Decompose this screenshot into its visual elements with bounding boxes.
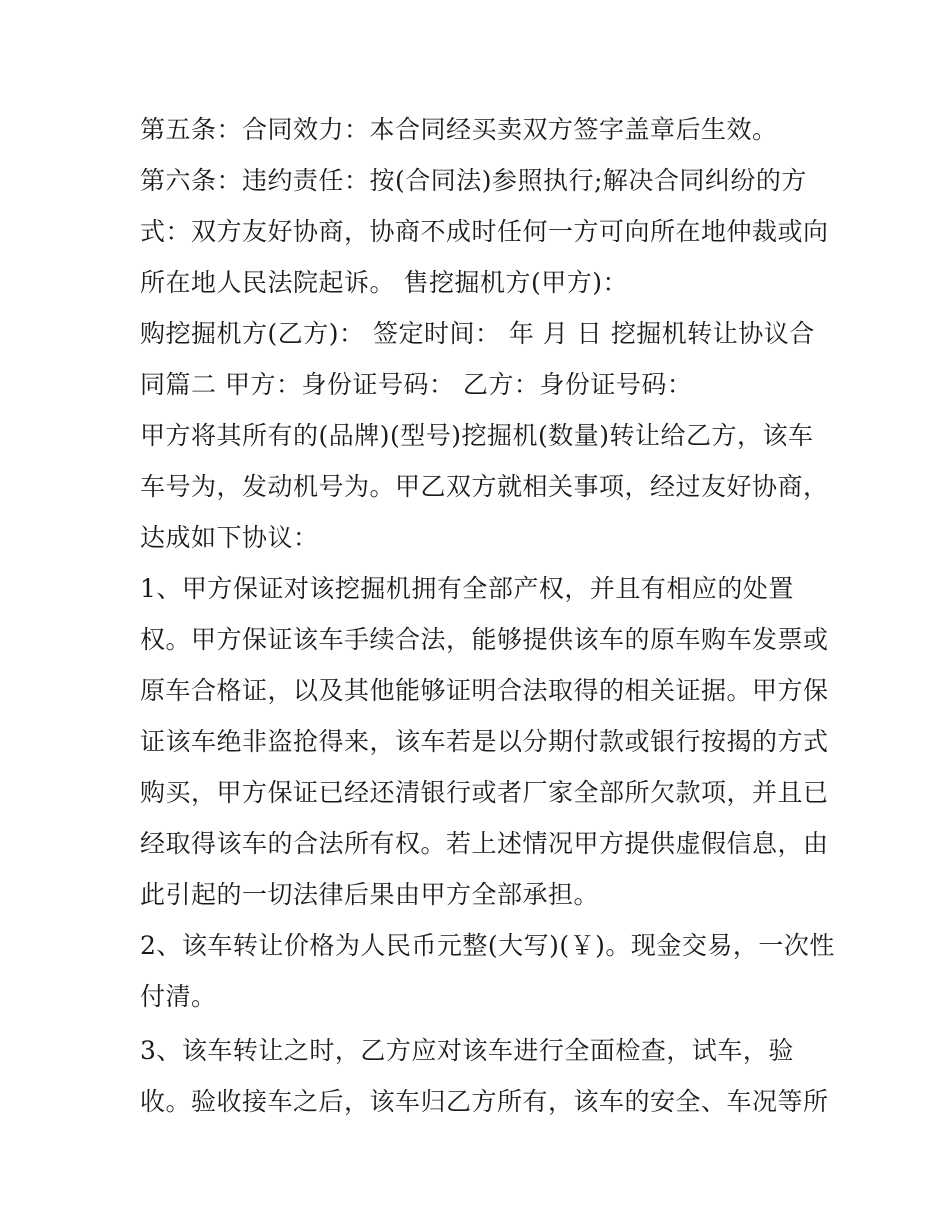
text-line: 甲方将其所有的(品牌)(型号)挖掘机(数量)转让给乙方，该车 [140,421,814,450]
text-line: 此引起的一切法律后果由甲方全部承担。 [140,880,600,909]
text-line: 原车合格证，以及其他能够证明合法取得的相关证据。甲方保 [140,676,829,705]
text-line: 同篇二 甲方：身份证号码： 乙方：身份证号码： [140,370,693,399]
text-line: 经取得该车的合法所有权。若上述情况甲方提供虚假信息，由 [140,829,829,858]
text-line: 所在地人民法院起诉。 售挖掘机方(甲方)： [140,268,628,297]
document-body [140,104,835,1127]
text-line: 收。验收接车之后，该车归乙方所有，该车的安全、车况等所 [140,1087,829,1116]
text-line: 付清。 [140,982,217,1011]
text-line: 购挖掘机方(乙方)： 签定时间： 年 月 日 挖掘机转让协议合 [140,319,815,348]
text-line: 第五条：合同效力：本合同经买卖双方签字盖章后生效。 [140,115,778,144]
text-line: 3、该车转让之时，乙方应对该车进行全面检查，试车，验 [140,1036,794,1065]
text-line: 证该车绝非盗抢得来，该车若是以分期付款或银行按揭的方式 [140,727,829,756]
text-line: 式：双方友好协商，协商不成时任何一方可向所在地仲裁或向 [140,217,829,246]
text-line: 2、该车转让价格为人民币元整(大写)(￥)。现金交易，一次性 [140,931,835,960]
text-line: 1、甲方保证对该挖掘机拥有全部产权，并且有相应的处置 [140,574,794,603]
text-line: 车号为，发动机号为。甲乙双方就相关事项，经过友好协商， [140,472,829,501]
text-line: 权。甲方保证该车手续合法，能够提供该车的原车购车发票或 [140,625,829,654]
text-line: 购买，甲方保证已经还清银行或者厂家全部所欠款项，并且已 [140,778,829,807]
text-line: 第六条：违约责任：按(合同法)参照执行;解决合同纠纷的方 [140,166,807,195]
text-line: 达成如下协议： [140,523,319,552]
